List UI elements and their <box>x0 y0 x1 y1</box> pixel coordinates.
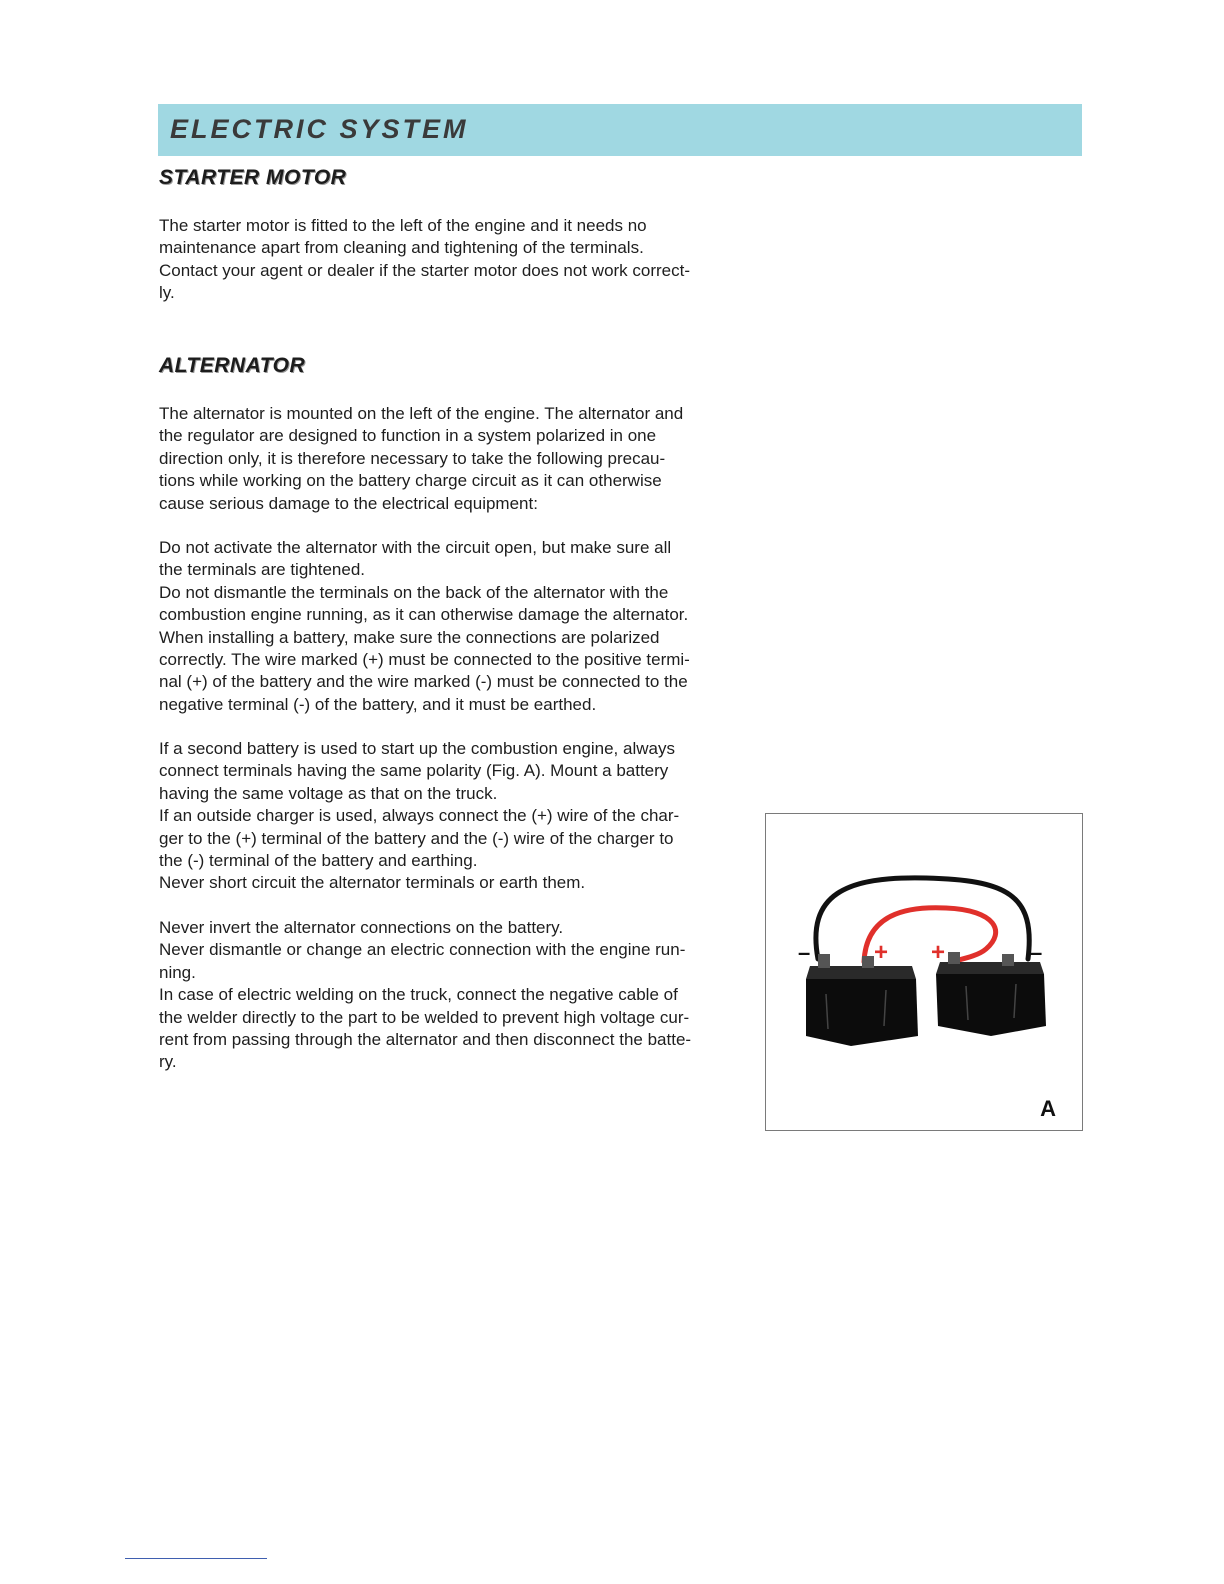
text-line: In case of electric welding on the truck, connect the negative cable of <box>159 985 678 1005</box>
text-line: the regulator are designed to function in a system polarized in one <box>159 426 657 446</box>
battery-illustration <box>766 814 1082 1130</box>
text-line: the (-) terminal of the battery and earthing. <box>159 851 478 871</box>
paragraph-starter-motor <box>159 215 759 305</box>
left-plus-sign: + <box>874 939 889 966</box>
text-line: correctly. The wire marked (+) must be connected to the positive termi- <box>159 650 690 670</box>
text-line: combustion engine running, as it can otherwise damage the alternator. <box>159 605 689 625</box>
paragraph-alternator-precautions <box>159 537 759 716</box>
text-line: If an outside charger is used, always connect the (+) wire of the char- <box>159 806 680 826</box>
text-line: rent from passing through the alternator and then disconnect the batte- <box>159 1030 692 1050</box>
text-line: tions while working on the battery charge circuit as it can otherwise <box>159 471 662 491</box>
text-line: the terminals are tightened. <box>159 560 366 580</box>
text-line: maintenance apart from cleaning and tightening of the terminals. <box>159 238 644 258</box>
text-line: Do not dismantle the terminals on the back of the alternator with the <box>159 582 669 602</box>
text-line: Do not activate the alternator with the circuit open, but make sure all <box>159 538 672 557</box>
text-line: Never short circuit the alternator terminals or earth them. <box>159 873 586 893</box>
right-plus-sign: + <box>931 939 946 966</box>
text-line: having the same voltage as that on the truck. <box>159 783 498 803</box>
text-line: ning. <box>159 962 196 982</box>
text-line: the welder directly to the part to be welded to prevent high voltage cur- <box>159 1007 690 1027</box>
text-line: ry. <box>159 1052 177 1072</box>
section-banner <box>158 104 1082 156</box>
text-line: cause serious damage to the electrical equipment: <box>159 493 538 513</box>
paragraph-warnings <box>159 917 759 1074</box>
text-line: If a second battery is used to start up the combustion engine, always <box>159 739 675 758</box>
text-line: Never dismantle or change an electric connection with the engine run- <box>159 940 686 960</box>
negative-cable <box>816 878 1029 959</box>
text-line: connect terminals having the same polarity (Fig. A). Mount a battery <box>159 761 669 781</box>
section-title: ELECTRIC SYSTEM <box>170 114 469 144</box>
text-line: Never invert the alternator connections on the battery. <box>159 918 564 937</box>
text-line: When installing a battery, make sure the connections are polarized <box>159 627 660 647</box>
right-minus-sign: – <box>1030 940 1043 965</box>
figure-label: A <box>1040 1096 1056 1121</box>
text-line: negative terminal (-) of the battery, and it must be earthed. <box>159 694 597 714</box>
heading-alternator: ALTERNATOR <box>159 354 306 377</box>
left-minus-sign: – <box>798 940 811 965</box>
paragraph-second-battery <box>159 738 759 895</box>
text-line: The alternator is mounted on the left of the engine. The alternator and <box>159 404 684 423</box>
text-line: The starter motor is fitted to the left of the engine and it needs no <box>159 216 647 235</box>
text-line: nal (+) of the battery and the wire marked (-) must be connected to the <box>159 672 688 692</box>
left-battery <box>806 954 918 1046</box>
paragraph-alternator-intro <box>159 403 759 515</box>
text-line: ly. <box>159 283 175 303</box>
text-line: direction only, it is therefore necessary to take the following precau- <box>159 448 666 468</box>
figure-a-battery-jumper <box>765 813 1083 1131</box>
text-line: Contact your agent or dealer if the starter motor does not work correct- <box>159 260 691 280</box>
footer-rule <box>125 1558 267 1559</box>
heading-starter-motor: STARTER MOTOR <box>159 166 347 189</box>
text-line: ger to the (+) terminal of the battery and the (-) wire of the charger to <box>159 828 674 848</box>
